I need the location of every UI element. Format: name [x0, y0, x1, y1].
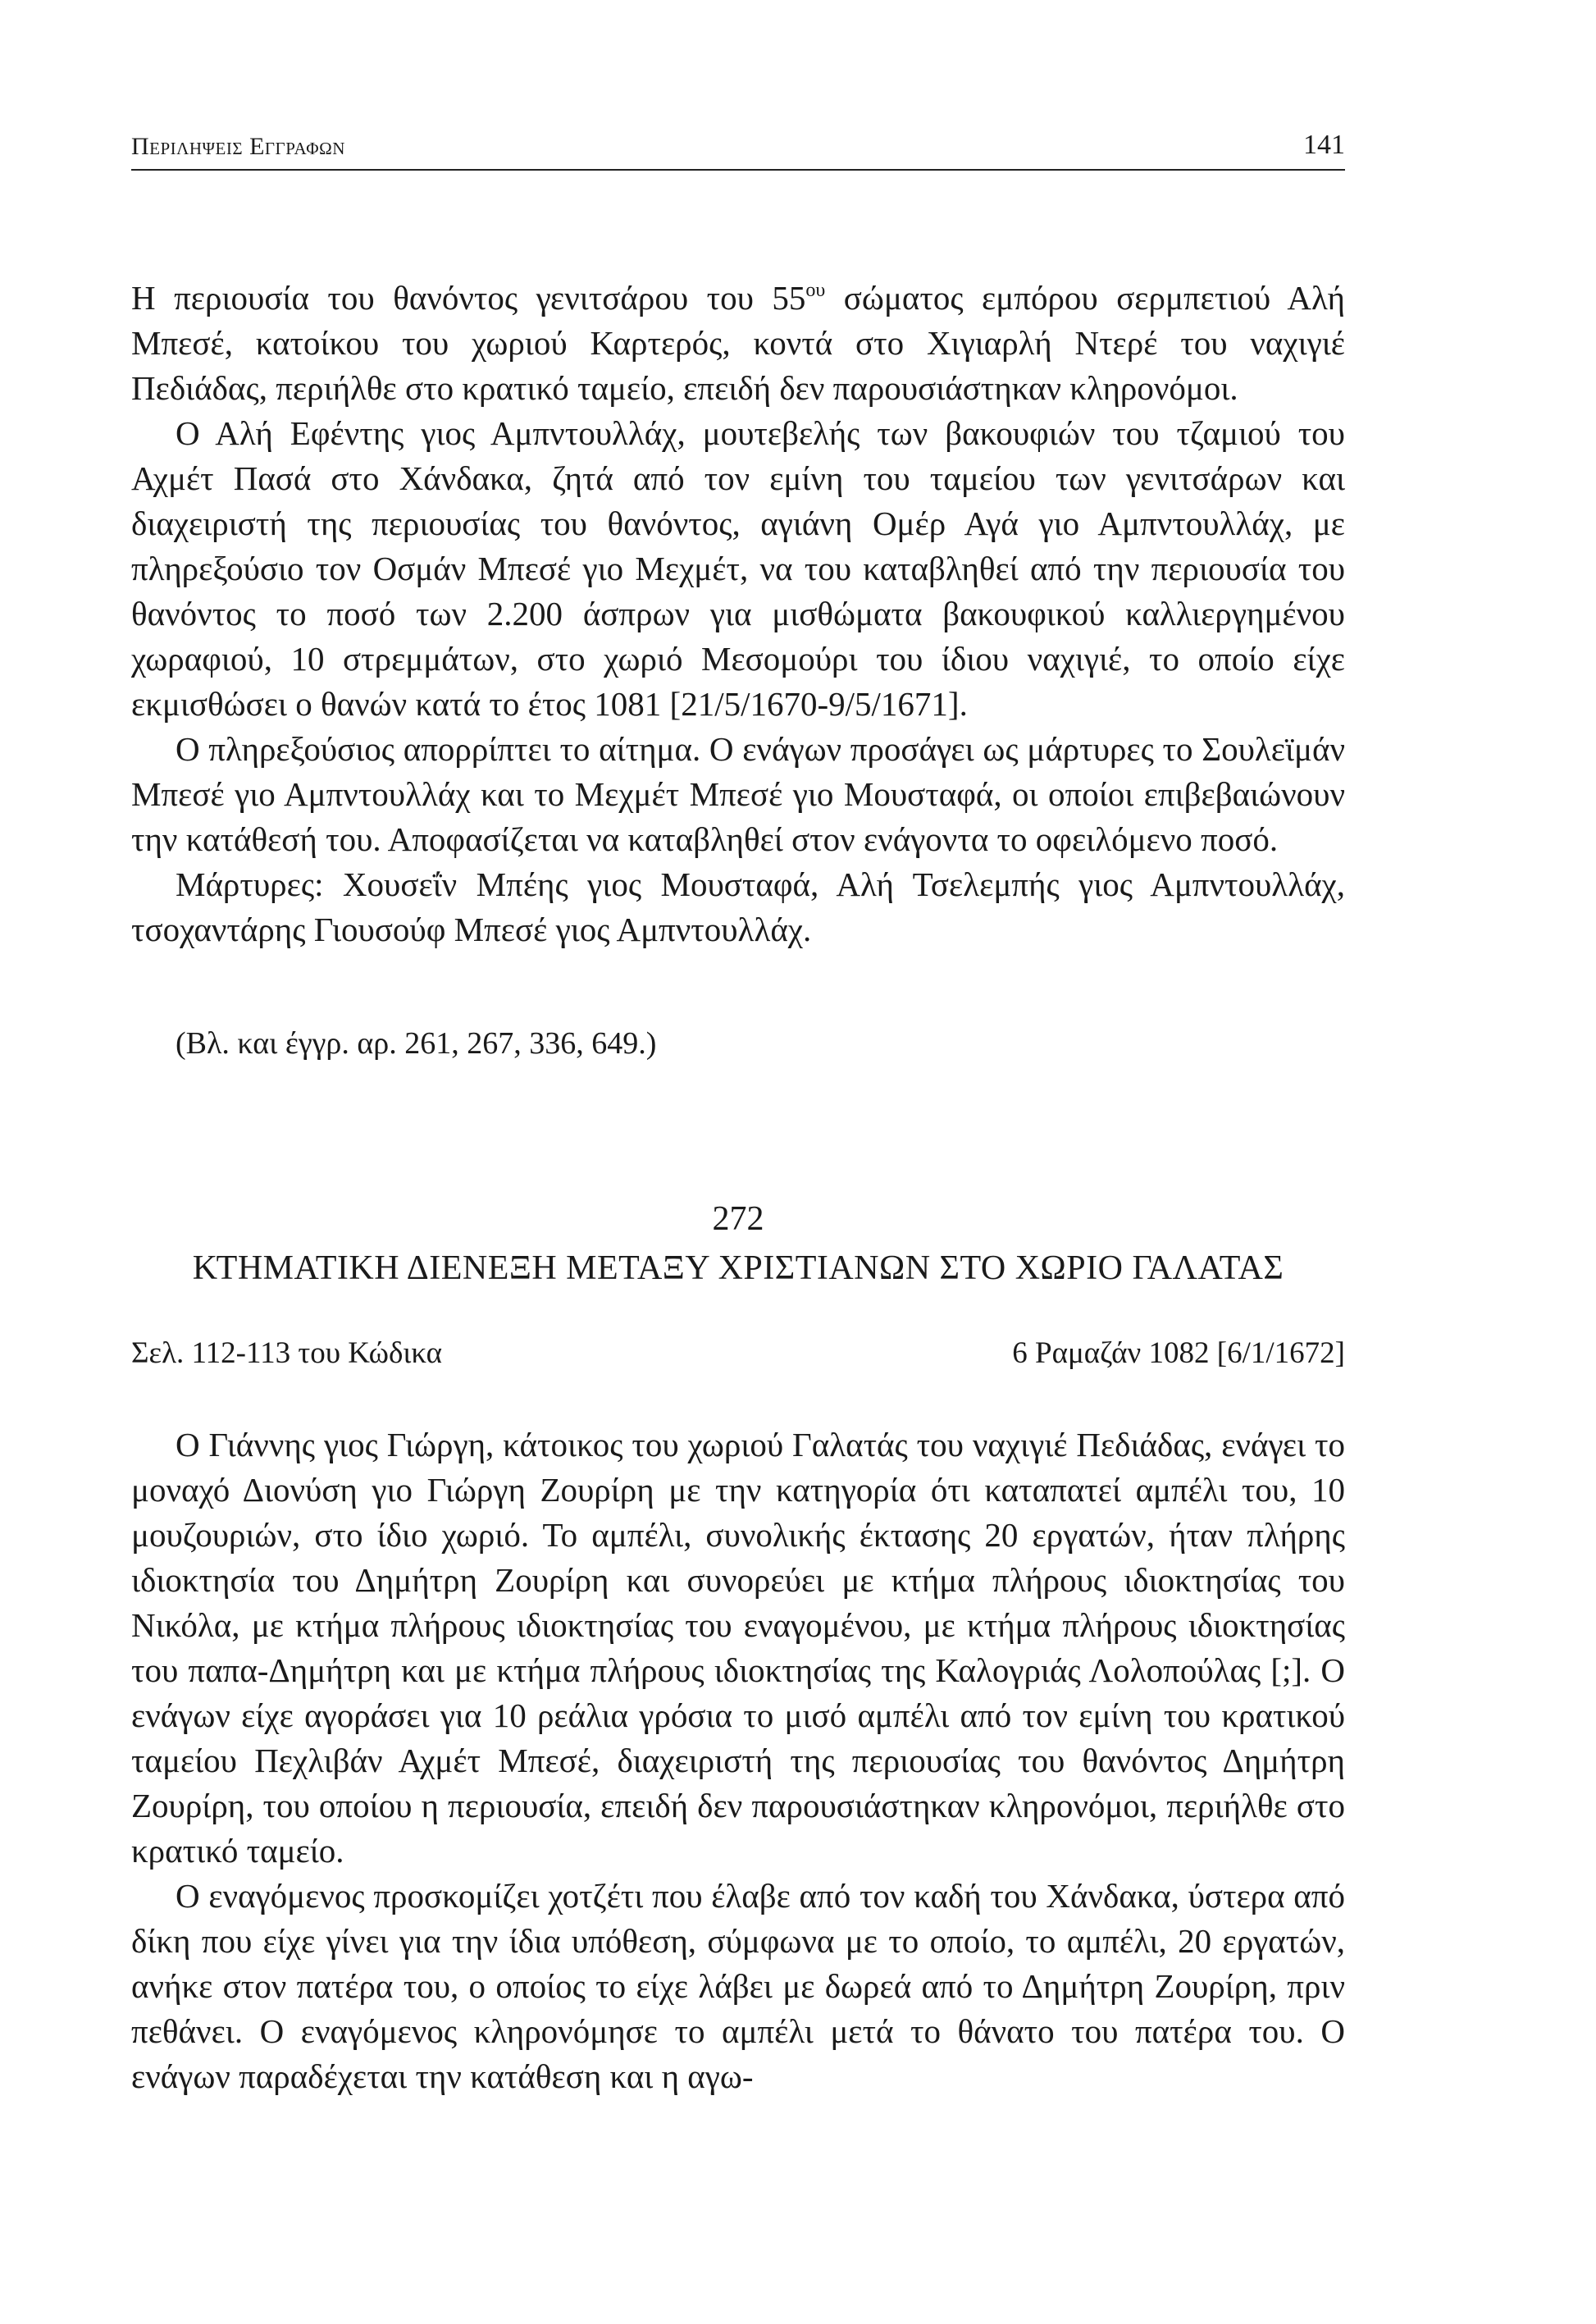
running-header	[131, 130, 1345, 171]
paragraph	[131, 276, 1345, 411]
document-title: ΚΤΗΜΑΤΙΚΗ ΔΙΕΝΕΞΗ ΜΕΤΑΞΥ ΧΡΙΣΤΙΑΝΩΝ ΣΤΟ ΧΩΡΙΟ ΓΑΛΑΤΑΣ	[192, 1249, 1284, 1287]
document-meta	[131, 1336, 1345, 1377]
paragraph: Ο Γιάννης γιος Γιώργη, κάτοικος του χωριού Γαλατάς του ναχιγιέ Πεδιάδας, ενάγει το μοναχό Διονύση γιο Γιώργη Ζουρίρη με την κατηγορία ότι καταπατεί αμπέλι του, 10 μουζουριών, στο ίδιο χωριό. Το αμπέλι, συνολικής έκτασης 20 εργατών, ήταν πλήρης ιδιοκτησία του Δημήτρη Ζουρίρη και συνορεύει με κτήμα πλήρους ιδιοκτησίας του Νικόλα, με κτήμα πλήρους ιδιοκτησίας του εναγομένου, με κτήμα πλήρους ιδιοκτησίας του παπα-Δημήτρη και με κτήμα πλήρους ιδιοκτησίας της Καλογριάς Λολοπούλας [;]. Ο ενάγων είχε αγοράσει για 10 ρεάλια γρόσια το μισό αμπέλι από τον εμίνη του κρατικού ταμείου Πεχλιβάν Αχμέτ Μπεσέ, διαχειριστή της περιουσίας του θανόντος Δημήτρη Ζουρίρη, του οποίου η περιουσία, επειδή δεν παρουσιάστηκαν κληρονόμοι, περιήλθε στο κρατικό ταμείο.	[131, 1426, 1345, 1870]
paragraph: Ο εναγόμενος προσκομίζει χοτζέτι που έλαβε από τον καδή του Χάνδακα, ύστερα από δίκη που είχε γίνει για την ίδια υπόθεση, σύμφωνα με το οποίο, το αμπέλι, 20 εργατών, ανήκε στον πατέρα του, ο οποίος το είχε λάβει με δωρεά από το Δημήτρη Ζουρίρη, πριν πεθάνει. Ο εναγόμενος κληρονόμησε το αμπέλι μετά το θάνατο του πατέρα του. Ο ενάγων παραδέχεται την κατάθεση και η αγω-	[131, 1877, 1345, 2095]
document-body	[131, 1422, 1345, 2099]
running-title: Περιληψεις Εγγραφων	[131, 133, 345, 160]
paragraph: Ο πληρεξούσιος απορρίπτει το αίτημα. Ο ενάγων προσάγει ως μάρτυρες το Σουλεϊμάν Μπεσέ γιο Αμπντουλλάχ και το Μεχμέτ Μπεσέ γιο Μουσταφά, οι οποίοι επιβεβαιώνουν την κατάθεσή του. Αποφασίζεται να καταβληθεί στον ενάγοντα το οφειλόμενο ποσό.	[131, 730, 1345, 858]
cross-references: (Βλ. και έγγρ. αρ. 261, 267, 336, 649.)	[176, 1026, 657, 1061]
paragraph: Μάρτυρες: Χουσεΐν Μπέης γιος Μουσταφά, Αλή Τσελεμπής γιος Αμπντουλλάχ, τσοχαντάρης Γιουσούφ Μπεσέ γιος Αμπντουλλάχ.	[131, 865, 1345, 948]
paragraph-text: σώματος εμπόρου σερμπετιού Αλή Μπεσέ, κατοίκου του χωριού Καρτερός, κοντά στο Χιγιαρλή Ντερέ του ναχιγιέ Πεδιάδας, περιήλθε στο κρατικό ταμείο, επειδή δεν παρουσιάστηκαν κληρονόμοι.	[131, 279, 1345, 407]
paragraph: Ο Αλή Εφέντης γιος Αμπντουλλάχ, μουτεβελής των βακουφιών του τζαμιού του Αχμέτ Πασά στο Χάνδακα, ζητά από τον εμίνη του ταμείου των γενιτσάρων και διαχειριστή της περιουσίας του θανόντος, αγιάνη Ομέρ Αγά γιο Αμπντουλλάχ, με πληρεξούσιο τον Οσμάν Μπεσέ γιο Μεχμέτ, να του καταβληθεί από την περιουσία του θανόντος το ποσό των 2.200 άσπρων για μισθώματα βακουφικού καλλιεργημένου χωραφιού, 10 στρεμμάτων, στο χωριό Μεσομούρι του ίδιου ναχιγιέ, το οποίο είχε εκμισθώσει ο θανών κατά το έτος 1081 [21/5/1670-9/5/1671].	[131, 414, 1345, 723]
superscript-ordinal: ου	[805, 280, 826, 301]
previous-document-body	[131, 276, 1345, 952]
page-number: 141	[1303, 130, 1345, 160]
paragraph-text: Η περιουσία του θανόντος γενιτσάρου του 55	[131, 279, 806, 317]
document-date: 6 Ραμαζάν 1082 [6/1/1672]	[1012, 1336, 1345, 1370]
source-reference: Σελ. 112-113 του Κώδικα	[131, 1336, 443, 1370]
document-number: 272	[712, 1200, 764, 1238]
